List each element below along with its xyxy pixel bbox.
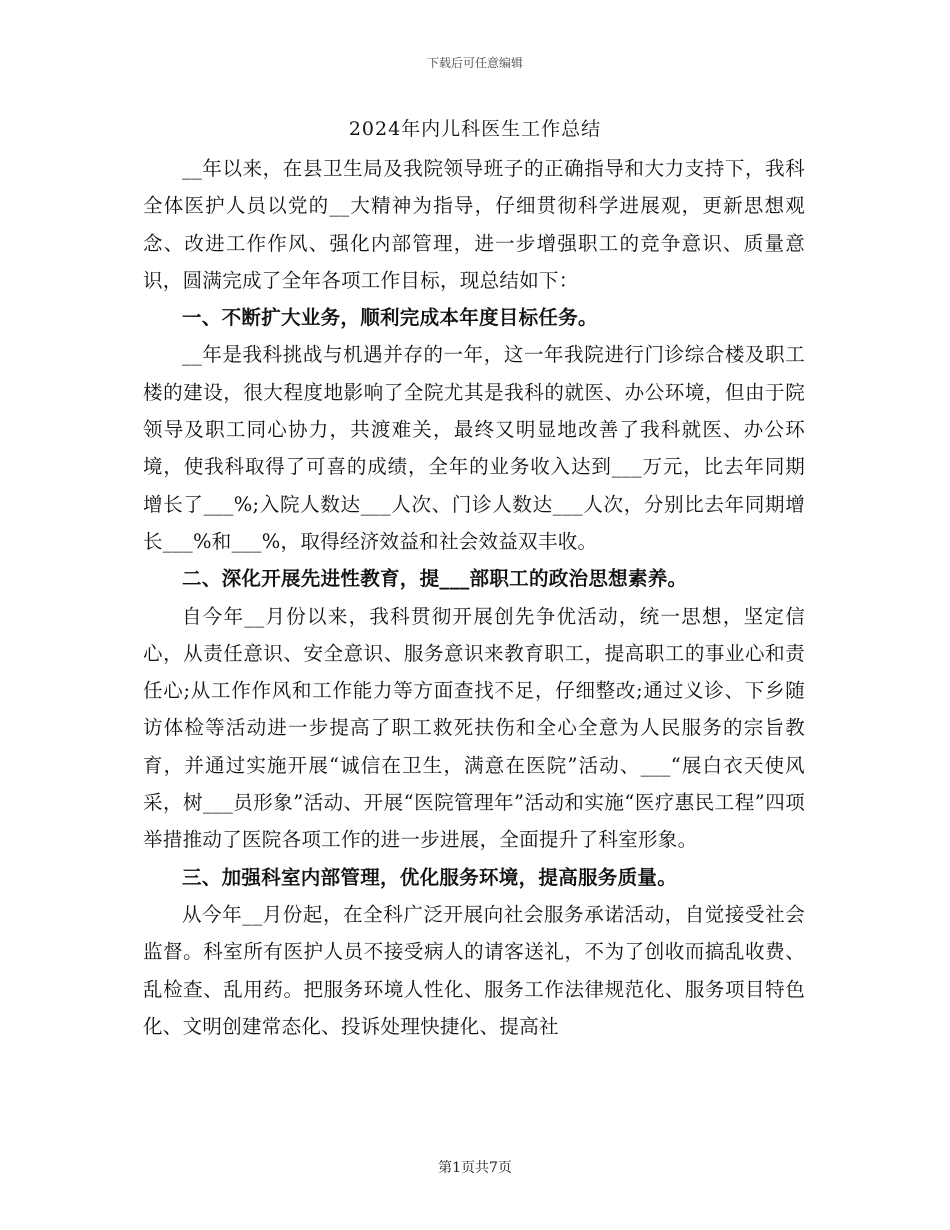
- page-footer: 第1页共7页: [438, 1160, 512, 1176]
- paragraph-section-2: 自今年__月份以来，我科贯彻开展创先争优活动，统一思想，坚定信心，从责任意识、安全意识、服务意识来教育职工，提高职工的事业心和责任心;从工作作风和工作能力等方面查找不足，仔细整改;通过义诊、下乡随访体检等活动进一步提高了职工救死扶伤和全心全意为人民服务的宗旨教育，并通过实施开展“诚信在卫生，满意在医院”活动、___“展白衣天使风采，树___员形象”活动、开展“医院管理年”活动和实施“医疗惠民工程”四项举措推动了医院各项工作的进一步进展，全面提升了科室形象。: [143, 604, 805, 852]
- paragraph-section-3: 从今年__月份起，在全科广泛开展向社会服务承诺活动，自觉接受社会监督。科室所有医护人员不接受病人的请客送礼，不为了创收而搞乱收费、乱检查、乱用药。把服务环境人性化、服务工作法律规范化、服务项目特色化、文明创建常态化、投诉处理快捷化、提高社: [143, 902, 805, 1038]
- paragraph-section-1: __年是我科挑战与机遇并存的一年，这一年我院进行门诊综合楼及职工楼的建设，很大程度地影响了全院尤其是我科的就医、办公环境，但由于院领导及职工同心协力，共渡难关，最终又明显地改善了我科就医、办公环境，使我科取得了可喜的成绩，全年的业务收入达到___万元，比去年同期增长了___%;入院人数达___人次、门诊人数达___人次，分别比去年同期增长___%和___%，取得经济效益和社会效益双丰收。: [143, 343, 805, 553]
- document-title: 2024年内儿科医生工作总结: [348, 118, 602, 140]
- paragraph-intro: __年以来，在县卫生局及我院领导班子的正确指导和大力支持下，我科全体医护人员以党的__大精神为指导，仔细贯彻科学进展观，更新思想观念、改进工作作风、强化内部管理，进一步增强职工的竞争意识、质量意识，圆满完成了全年各项工作目标，现总结如下：: [143, 157, 805, 292]
- document-body: [143, 150, 805, 1045]
- header-note: 下载后可任意编辑: [426, 56, 523, 70]
- section-heading-3: 三、加强科室内部管理，优化服务环境，提高服务质量。: [182, 865, 678, 889]
- section-heading-1: 一、不断扩大业务，顺利完成本年度目标任务。: [182, 306, 598, 330]
- section-heading-2: 二、深化开展先进性教育，提___部职工的政治思想素养。: [182, 567, 688, 591]
